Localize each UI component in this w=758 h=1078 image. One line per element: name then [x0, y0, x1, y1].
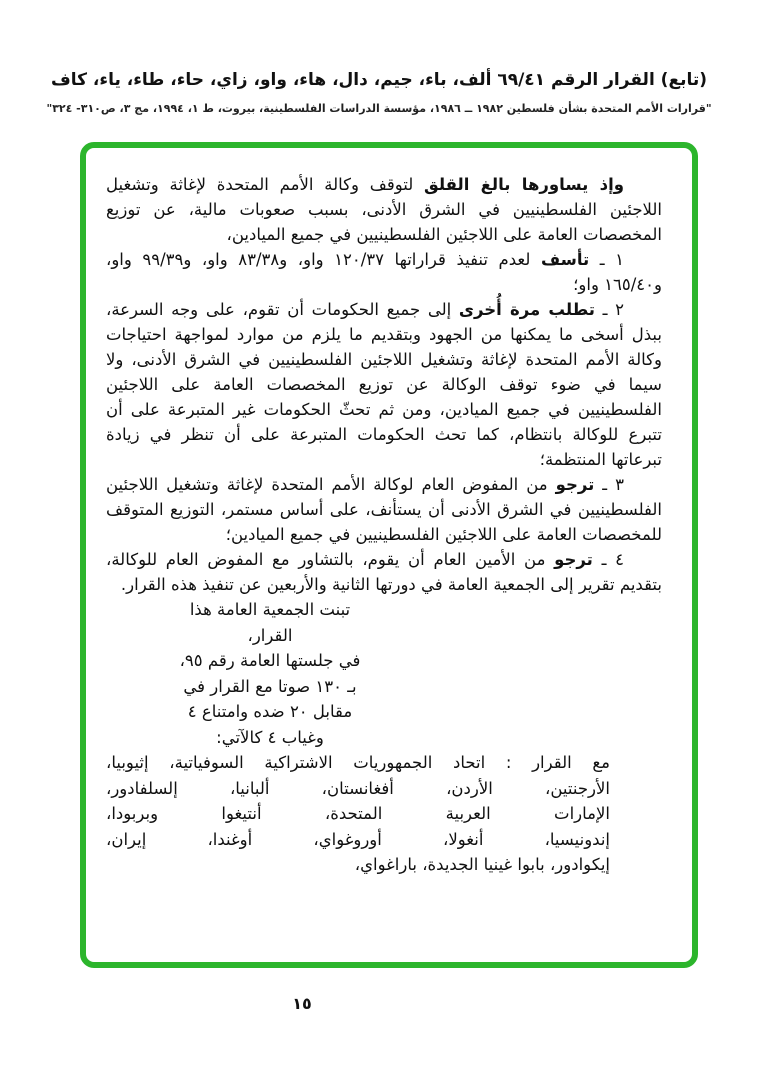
voting-line: إندونيسيا، أنغولا، أوروغواي، أوغندا، إيران، [106, 829, 610, 849]
preamble-paragraph [106, 172, 662, 247]
adoption-line: في جلستها العامة رقم ٩٥، [179, 651, 361, 670]
resolution-title: (تابع) القرار الرقم ٦٩/٤١ ألف، باء، جيم، دال، هاء، واو، زاي، حاء، طاء، ياء، كاف [51, 70, 707, 90]
preamble-text: لتوقف وكالة الأمم المتحدة لإغاثة وتشغيل اللاجئين الفلسطينيين في الشرق الأدنى، بسبب صعوبات مالية، عن توزيع المخصصات العامة على اللاجئين الفلسطينيين في جميع الميادين، [106, 175, 662, 244]
page-number: ١٥ [292, 994, 312, 1013]
item-3-number: ٣ ـ [594, 475, 624, 494]
voting-line: مع القرار : اتحاد الجمهوريات الاشتراكية السوفياتية، إثيوبيا، [106, 753, 610, 772]
preamble-lead: وإذ يساورها بالغ القلق [424, 175, 624, 194]
voting-line: إيكوادور، بابوا غينيا الجديدة، باراغواي، [354, 855, 610, 874]
item-3-lead: ترجو [555, 475, 595, 494]
adoption-line: مقابل ٢٠ ضده وامتناع ٤ [187, 702, 353, 721]
operative-paragraph-1 [106, 247, 662, 297]
item-4-number: ٤ ـ [592, 550, 624, 569]
voting-line: الأرجنتين، الأردن، أفغانستان، ألبانيا، إلسلفادور، [106, 778, 610, 798]
item-2-text: إلى جميع الحكومات أن تقوم، على وجه السرعة، ببذل أسخى ما يمكنها من الجهود وبتقديم ما يلزم من موارد لمواجهة احتياجات وكالة الأمم المتحدة لإغاثة وتشغيل اللاجئين الفلسطينيين في الشرق الأدنى، ولا سيما في ضوء توقف الوكالة عن توزيع المخصصات العامة على اللاجئين الفلسطينيين في جميع الميادين، ومن ثم تحثّ الحكومات غير المتبرعة على أن تتبرع للوكالة بانتظام، كما تحث الحكومات المتبرعة على أن تنظر في زيادة تبرعاتها المنتظمة؛ [106, 300, 662, 469]
operative-paragraph-4 [106, 547, 662, 597]
adoption-line: وغياب ٤ كالآتي: [216, 727, 324, 747]
adoption-line: بـ ١٣٠ صوتا مع القرار في [183, 676, 357, 696]
item-1-text: لعدم تنفيذ قراراتها ١٢٠/٣٧ واو، و٨٣/٣٨ واو، و٩٩/٣٩ واو، و١٦٥/٤٠ واو؛ [106, 250, 662, 294]
item-4-lead: ترجو [554, 550, 593, 569]
item-4-text: من الأمين العام أن يقوم، بالتشاور مع المفوض العام للوكالة، بتقديم تقرير إلى الجمعية العامة في دورتها الثانية والأربعين عن تنفيذ هذه القرار. [106, 550, 662, 594]
resolution-frame [80, 142, 698, 968]
adoption-line: تبنت الجمعية العامة هذا القرار، [189, 600, 351, 645]
operative-paragraph-3 [106, 472, 662, 547]
adoption-note [175, 597, 365, 750]
item-2-lead: تطلب مرة أُخرى [458, 300, 595, 319]
resolution-body [86, 148, 692, 962]
item-1-lead: تأسف [540, 250, 590, 269]
item-3-text: من المفوض العام لوكالة الأمم المتحدة لإغاثة وتشغيل اللاجئين الفلسطينيين في الشرق الأدنى أن يستأنف، على أساس مستمر، التوزيع المتوقف للمخصصات العامة على اللاجئين الفلسطينيين في جميع الميادين؛ [106, 475, 662, 544]
item-2-number: ٢ ـ [594, 300, 624, 319]
voting-record [106, 750, 610, 878]
voting-line: الإمارات العربية المتحدة، أنتيغوا وبربودا، [106, 804, 610, 823]
item-1-number: ١ ـ [589, 250, 624, 269]
operative-paragraph-2 [106, 297, 662, 472]
source-citation-line: "قرارات الأمم المتحدة بشأن فلسطين ١٩٨٢ ــ ١٩٨٦، مؤسسة الدراسات الفلسطينية، بيروت، ط ١، ١٩٩٤، مج ٣، ص٣١٠- ٣٢٤" [46, 102, 712, 115]
